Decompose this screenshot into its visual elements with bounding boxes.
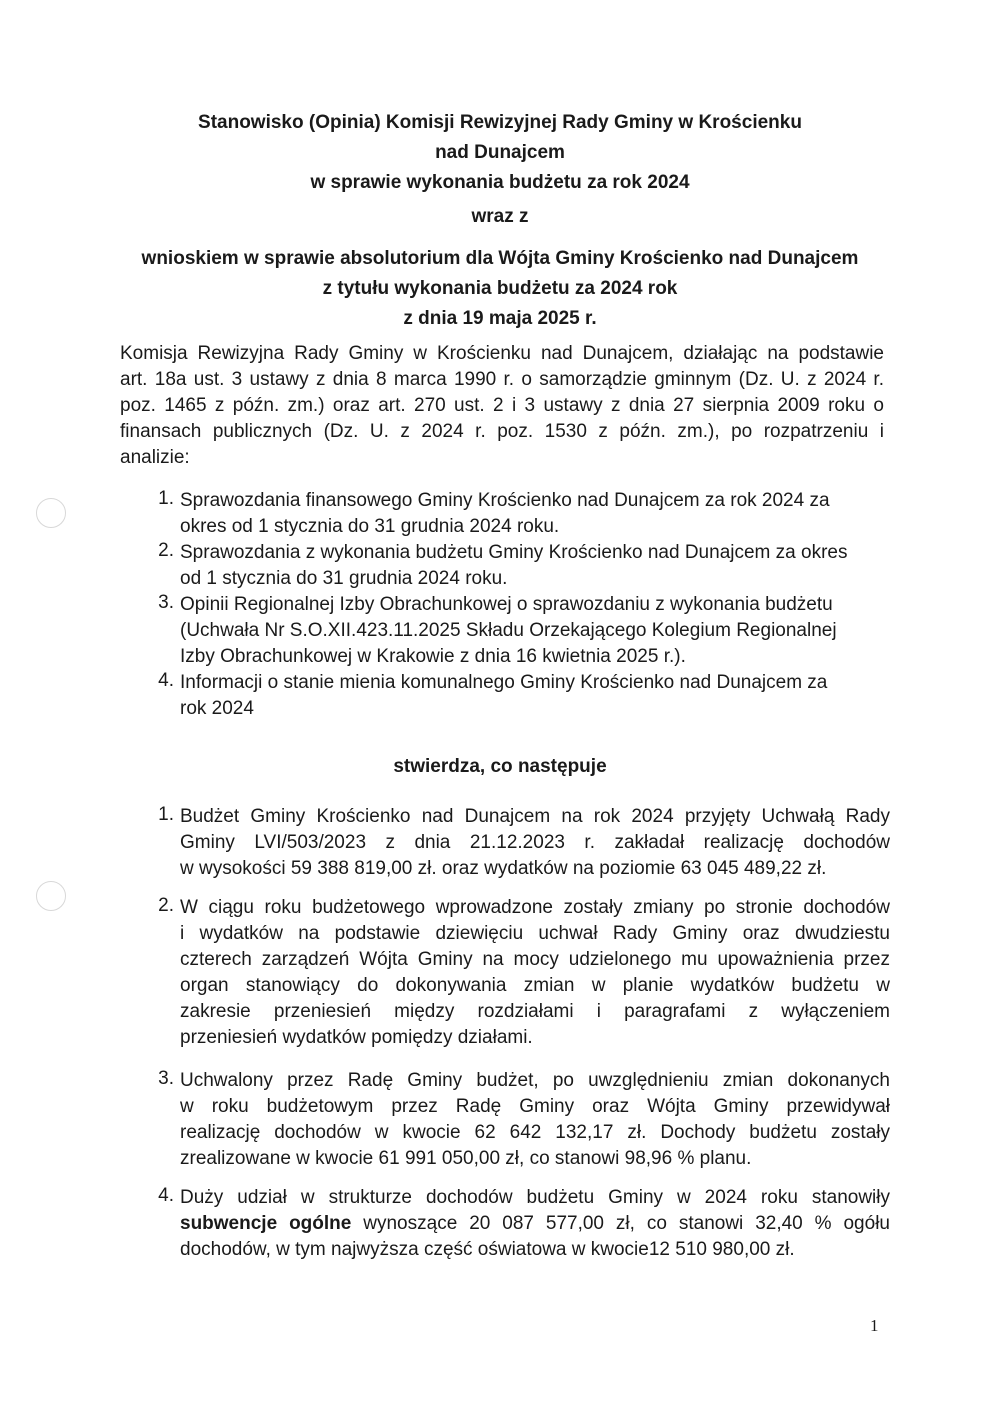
list-item — [120, 488, 890, 540]
page-number: 1 — [870, 1316, 879, 1335]
list-item — [120, 895, 890, 1051]
intro-line: Komisja Rewizyjna Rady Gminy w Krościenku nad Dunajcem, działając na podstawie — [120, 343, 884, 364]
subtitle-line: z tytułu wykonania budżetu za 2024 rok — [322, 278, 678, 299]
list-item-line: czterech zarządzeń Wójta Gminy na mocy udzielonego mu upoważnienia przez — [180, 949, 890, 970]
list-item-number: 3. — [158, 592, 174, 613]
list-item-line: i wydatków na podstawie dziewięciu uchwał Rady Gminy oraz dwudziestu — [180, 923, 890, 944]
findings-list — [120, 895, 890, 1051]
list-item-line: W ciągu roku budżetowego wprowadzone zostały zmiany po stronie dochodów — [180, 897, 890, 918]
intro-line: finansach publicznych (Dz. U. z 2024 r. poz. 1530 z późn. zm.), po rozpatrzeniu i — [120, 421, 884, 442]
list-item-line: Duży udział w strukturze dochodów budżetu Gminy w 2024 roku stanowiły — [180, 1187, 890, 1208]
list-item-line: w wysokości 59 388 819,00 zł. oraz wydatków na poziomie 63 045 489,22 zł. — [180, 858, 827, 879]
list-item-number: 1. — [158, 488, 174, 509]
list-item — [120, 1068, 890, 1172]
line-rest: wynoszące 20 087 577,00 zł, co stanowi 32,40 % ogółu — [351, 1213, 890, 1234]
list-item-line: Izby Obrachunkowej w Krakowie z dnia 16 kwietnia 2025 r.). — [180, 646, 686, 667]
list-item-line: Opinii Regionalnej Izby Obrachunkowej o sprawozdaniu z wykonania budżetu — [180, 594, 833, 615]
subtitle-line: z dnia 19 maja 2025 r. — [403, 308, 597, 329]
list-item-number: 2. — [158, 895, 174, 916]
list-item-line: Gminy LVI/503/2023 z dnia 21.12.2023 r. zakładał realizację dochodów — [180, 832, 890, 853]
list-item-line: przeniesień wydatków pomiędzy działami. — [180, 1027, 533, 1048]
list-item — [120, 804, 890, 882]
bold-term: subwencje ogólne — [180, 1213, 352, 1234]
list-item-line: od 1 stycznia do 31 grudnia 2024 roku. — [180, 568, 508, 589]
list-item-line: (Uchwała Nr S.O.XII.423.11.2025 Składu Orzekającego Kolegium Regionalnej — [180, 620, 837, 641]
list-item-line: Budżet Gminy Krościenko nad Dunajcem na rok 2024 przyjęty Uchwałą Rady — [180, 806, 890, 827]
intro-line: art. 18a ust. 3 ustawy z dnia 8 marca 1990 r. o samorządzie gminnym (Dz. U. z 2024 r. — [120, 369, 884, 390]
title-line: Stanowisko (Opinia) Komisji Rewizyjnej Rady Gminy w Krościenku — [198, 112, 802, 133]
list-item-line: zakresie przeniesień między rozdziałami i paragrafami z wyłączeniem — [180, 1001, 890, 1022]
list-item — [120, 1185, 890, 1263]
list-item-line — [180, 1211, 890, 1237]
list-item-line: realizację dochodów w kwocie 62 642 132,17 zł. Dochody budżetu zostały — [180, 1122, 890, 1143]
list-item-number: 1. — [158, 804, 174, 825]
list-item-line: w roku budżetowym przez Radę Gminy oraz Wójta Gminy przewidywał — [180, 1096, 890, 1117]
list-item-line: okres od 1 stycznia do 31 grudnia 2024 roku. — [180, 516, 560, 537]
list-item-number: 4. — [158, 1185, 174, 1206]
list-item — [120, 540, 890, 592]
list-item-line: rok 2024 — [180, 698, 254, 719]
list-item-line: organ stanowiący do dokonywania zmian w planie wydatków budżetu w — [180, 975, 890, 996]
intro-paragraph — [120, 341, 884, 471]
list-item-number: 2. — [158, 540, 174, 561]
list-item-line: Sprawozdania z wykonania budżetu Gminy Krościenko nad Dunajcem za okres — [180, 542, 848, 563]
list-item — [120, 592, 890, 670]
list-item-line: dochodów, w tym najwyższa część oświatowa w kwocie12 510 980,00 zł. — [180, 1239, 795, 1260]
list-item-number: 3. — [158, 1068, 174, 1089]
punch-hole-mark — [36, 498, 66, 528]
intro-line: poz. 1465 z późn. zm.) oraz art. 270 ust. 2 i 3 ustawy z dnia 27 sierpnia 2009 roku o — [120, 395, 884, 416]
findings-list — [120, 1068, 890, 1172]
findings-heading: stwierdza, co następuje — [393, 756, 607, 777]
list-item-number: 4. — [158, 670, 174, 691]
analysis-list — [120, 488, 890, 722]
list-item-line: Sprawozdania finansowego Gminy Krościenko nad Dunajcem za rok 2024 za — [180, 490, 830, 511]
intro-line: analizie: — [120, 447, 190, 468]
list-item-line: zrealizowane w kwocie 61 991 050,00 zł, co stanowi 98,96 % planu. — [180, 1148, 752, 1169]
list-item-line: Informacji o stanie mienia komunalnego Gminy Krościenko nad Dunajcem za — [180, 672, 828, 693]
title-line: w sprawie wykonania budżetu za rok 2024 — [310, 172, 690, 193]
list-item — [120, 670, 890, 722]
title-connector: wraz z — [471, 206, 529, 227]
punch-hole-mark — [36, 881, 66, 911]
title-line: nad Dunajcem — [435, 142, 565, 163]
list-item-line: Uchwalony przez Radę Gminy budżet, po uwzględnieniu zmian dokonanych — [180, 1070, 890, 1091]
findings-list — [120, 1185, 890, 1263]
document-subtitle — [100, 244, 900, 334]
subtitle-line: wnioskiem w sprawie absolutorium dla Wójta Gminy Krościenko nad Dunajcem — [141, 248, 859, 269]
findings-list — [120, 804, 890, 882]
document-title — [100, 108, 900, 198]
